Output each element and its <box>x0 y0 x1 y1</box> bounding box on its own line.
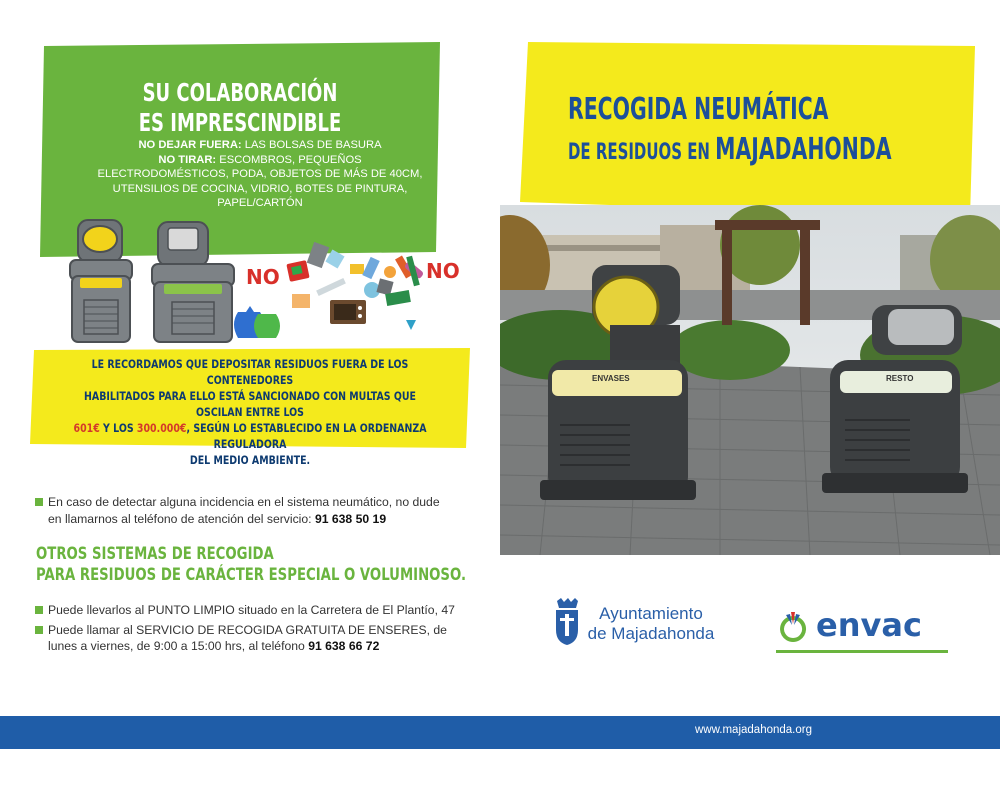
enseres-hours: lunes a viernes, de 9:00 a 15:00 hrs, al teléfono <box>48 639 309 653</box>
collaboration-title-line1: SU COLABORACIÓN <box>142 78 338 107</box>
other-systems-heading <box>36 544 496 586</box>
incident-phone: 91 638 50 19 <box>314 511 387 526</box>
fine-amount-max: 300.000€ <box>136 421 187 435</box>
other-systems-heading-line2: PARA RESIDUOS DE CARÁCTER ESPECIAL O VOLUMINOSO. <box>36 565 467 585</box>
garbage-bags-icon <box>234 306 280 338</box>
envac-symbol-icon <box>776 610 810 644</box>
photo-label-resto: RESTO <box>886 374 914 383</box>
no-label-1: NO <box>246 265 280 289</box>
envac-logo <box>776 608 956 654</box>
warning-line4: DEL MEDIO AMBIENTE. <box>189 453 311 467</box>
other-systems-heading-line1: OTROS SISTEMAS DE RECOGIDA <box>36 544 274 564</box>
rule1-label: NO DEJAR FUERA: <box>138 139 242 151</box>
crest-icon <box>552 598 582 646</box>
enseres-text: Puede llamar al SERVICIO DE RECOGIDA GRATUITA DE ENSERES, de <box>48 622 447 637</box>
list-item <box>35 602 495 619</box>
rule2-text: ESCOMBROS, PEQUEÑOS ELECTRODOMÉSTICOS, PODA, OBJETOS DE MÁS DE 40CM, UTENSILIOS DE COCINA, VIDRIO, BOTES DE PINTURA, PAPEL/CARTÓN <box>97 153 423 209</box>
collaboration-rules <box>95 138 425 211</box>
envac-wordmark: envac <box>816 606 922 644</box>
containers-photo <box>500 205 1000 555</box>
fine-warning-panel <box>30 348 470 467</box>
envac-underline <box>776 650 948 653</box>
ayto-line1: Ayuntamiento <box>599 604 703 623</box>
title-banner-shape <box>520 42 975 217</box>
ayto-line2: de Majadahonda <box>587 624 715 643</box>
prohibited-items-icon <box>286 242 424 330</box>
warning-line1: LE RECORDAMOS QUE DEPOSITAR RESIDUOS FUERA DE LOS CONTENEDORES <box>91 357 409 387</box>
footer-bar <box>0 716 1000 749</box>
enseres-phone: 91 638 66 72 <box>308 639 380 653</box>
incident-text: En caso de detectar alguna incidencia en el sistema neumático, no dude <box>48 495 440 509</box>
footer-url-link[interactable]: www.majadahonda.org <box>695 724 812 736</box>
warning-line2: HABILITADOS PARA ELLO ESTÁ SANCIONADO CON MULTAS QUE OSCILAN ENTRE LOS <box>84 389 416 419</box>
bullet-icon <box>35 606 43 614</box>
title-line2-small: DE RESIDUOS EN <box>568 140 716 165</box>
resto-container-drawing <box>152 222 234 342</box>
title-line1: RECOGIDA NEUMÁTICA <box>568 92 829 127</box>
rule1-text: LAS BOLSAS DE BASURA <box>241 139 382 151</box>
fine-warning-text <box>30 356 470 468</box>
warning-line3: , SEGÚN LO ESTABLECIDO EN LA ORDENANZA REGULADORA <box>186 421 427 451</box>
title-line2-big: MAJADAHONDA <box>715 132 892 167</box>
title-panel <box>520 42 975 217</box>
list-item <box>35 622 495 655</box>
collaboration-title-line2: ES IMPRESCINDIBLE <box>138 108 342 137</box>
title-line2 <box>568 132 892 167</box>
no-label-2: NO <box>426 259 460 283</box>
incident-info <box>35 494 495 527</box>
other-systems-list <box>35 602 495 655</box>
photo-label-envases: ENVASES <box>592 374 630 383</box>
rule2-label: NO TIRAR: <box>158 153 217 166</box>
ayuntamiento-logo <box>552 598 752 648</box>
envases-container-drawing <box>70 220 132 342</box>
prohibited-items-illustration <box>60 212 470 347</box>
bullet-icon <box>35 626 43 634</box>
bullet-icon <box>35 498 43 506</box>
punto-limpio-text: Puede llevarlos al PUNTO LIMPIO situado en la Carretera de El Plantío, 47 <box>48 603 455 617</box>
incident-text2: en llamarnos al teléfono de atención del servicio: <box>48 511 315 526</box>
warning-mid: Y LOS <box>99 421 137 435</box>
fine-amount-min: 601€ <box>73 421 100 435</box>
